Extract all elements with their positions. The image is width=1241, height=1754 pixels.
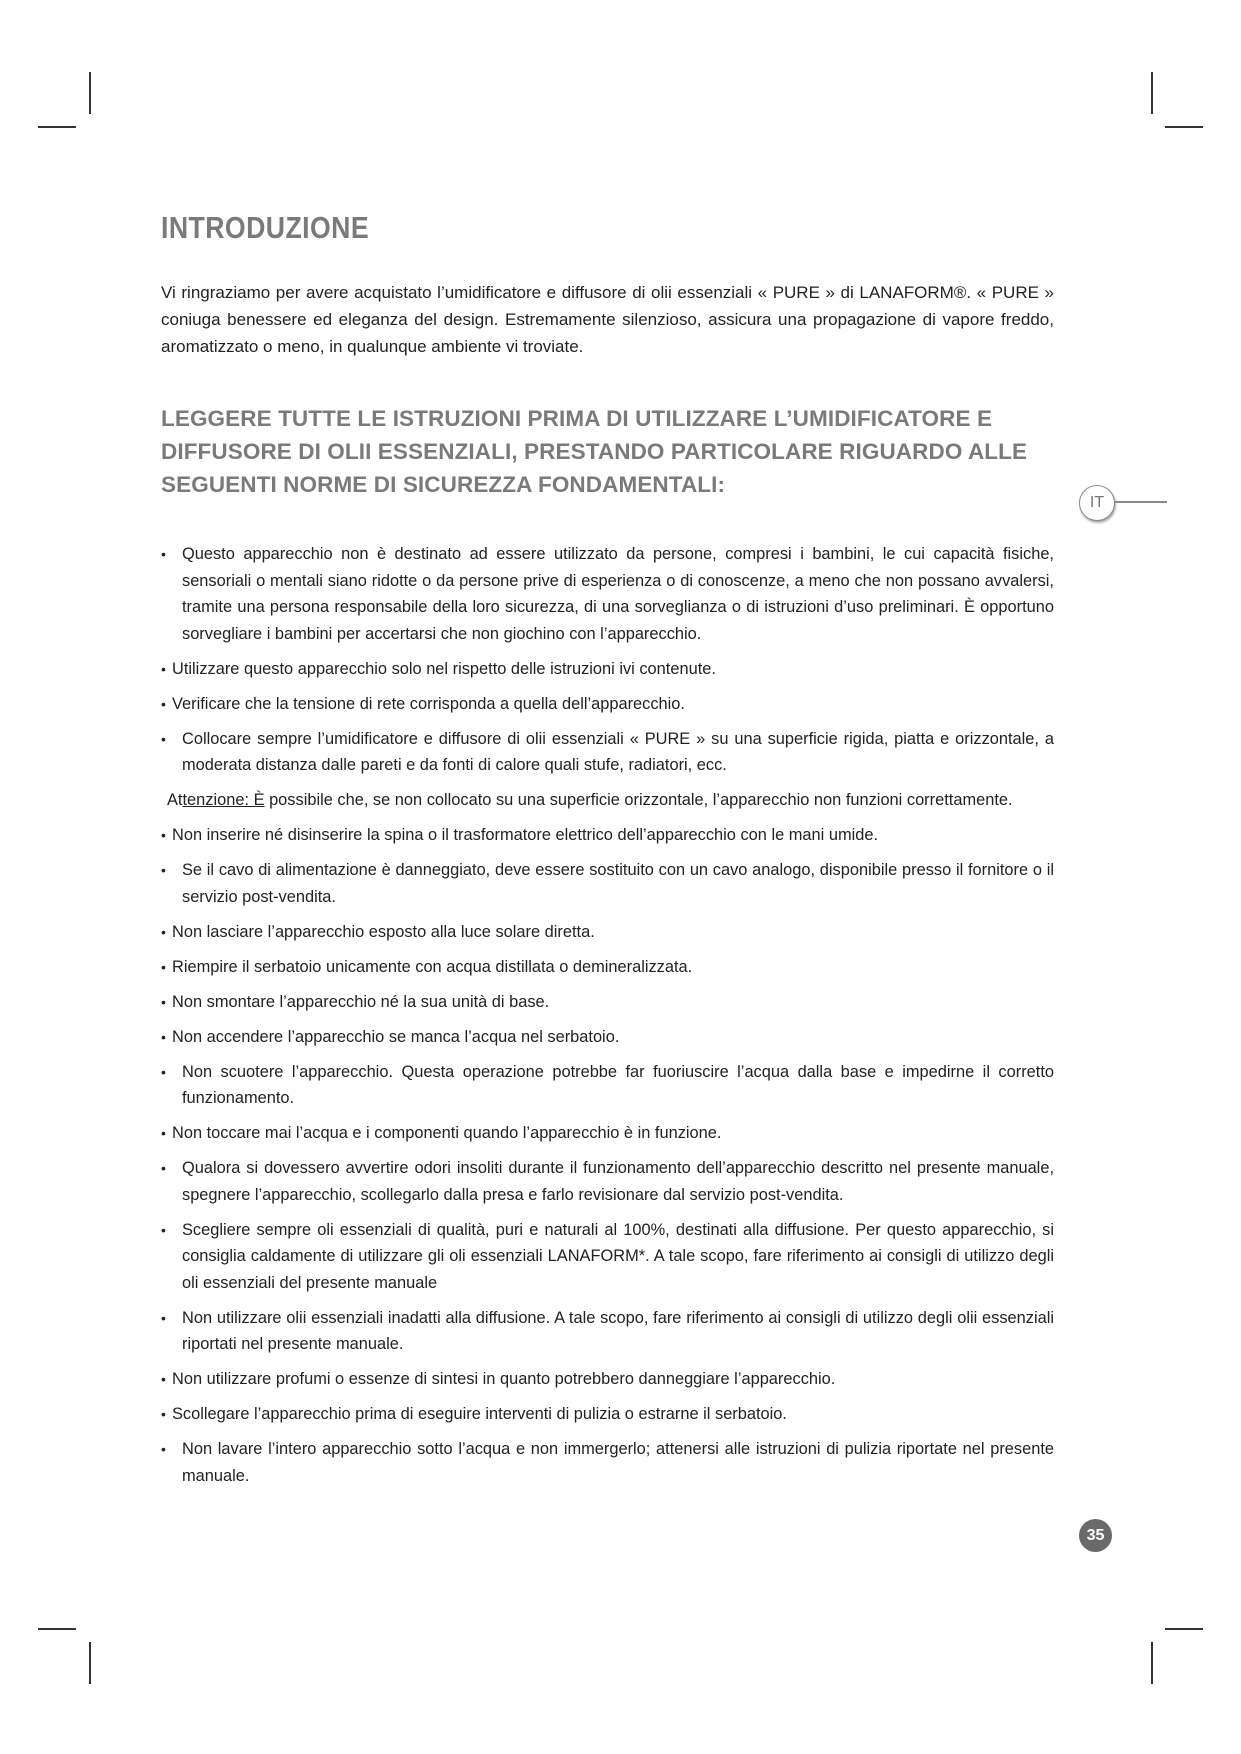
crop-mark bbox=[38, 126, 76, 128]
list-item: • Scollegare l’apparecchio prima di eseguire interventi di pulizia o estrarne il serbatoio. bbox=[161, 1401, 1054, 1428]
crop-mark bbox=[1165, 1628, 1203, 1630]
list-item: • Qualora si dovessero avvertire odori insoliti durante il funzionamento dell’apparecchio descritto nel presente manuale, spegnere l’apparecchio, scollegarlo dalla presa e farlo revisionare dal servizio post-vendita. bbox=[161, 1155, 1054, 1208]
list-item: • Se il cavo di alimentazione è danneggiato, deve essere sostituito con un cavo analogo, disponibile presso il fornitore o il servizio post-vendita. bbox=[161, 857, 1054, 910]
warning-prefix: At bbox=[167, 791, 183, 809]
warning-text: possibile che, se non collocato su una superficie orizzontale, l’apparecchio non funzioni correttamente. bbox=[264, 791, 1013, 809]
page-content bbox=[161, 210, 1054, 1498]
crop-mark bbox=[1165, 126, 1203, 128]
list-item: • Non accendere l’apparecchio se manca l’acqua nel serbatoio. bbox=[161, 1024, 1054, 1051]
list-item: • Collocare sempre l’umidificatore e diffusore di olii essenziali « PURE » su una superficie rigida, piatta e orizzontale, a moderata distanza dalle pareti e da fonti di calore quali stufe, radiatori, ecc. bbox=[161, 726, 1054, 779]
language-badge: IT bbox=[1079, 485, 1115, 521]
list-item: • Utilizzare questo apparecchio solo nel rispetto delle istruzioni ivi contenute. bbox=[161, 656, 1054, 683]
list-item: • Non scuotere l’apparecchio. Questa operazione potrebbe far fuoriuscire l’acqua dalla base e impedirne il corretto funzionamento. bbox=[161, 1059, 1054, 1112]
language-badge-line bbox=[1115, 501, 1167, 503]
page-number: 35 bbox=[1079, 1519, 1112, 1552]
list-item: • Non utilizzare olii essenziali inadatti alla diffusione. A tale scopo, fare riferimento ai consigli di utilizzo degli olii essenziali riportati nel presente manuale. bbox=[161, 1305, 1054, 1358]
safety-rules-list bbox=[161, 541, 1054, 1489]
crop-mark bbox=[1151, 1642, 1153, 1684]
list-item: • Non lasciare l’apparecchio esposto alla luce solare diretta. bbox=[161, 919, 1054, 946]
crop-mark bbox=[89, 72, 91, 114]
list-item: • Non lavare l’intero apparecchio sotto l’acqua e non immergerlo; attenersi alle istruzioni di pulizia riportate nel presente manuale. bbox=[161, 1436, 1054, 1489]
warning-label: tenzione: È bbox=[182, 791, 265, 809]
list-item: • Non smontare l’apparecchio né la sua unità di base. bbox=[161, 989, 1054, 1016]
list-item: • Non toccare mai l’acqua e i componenti quando l’apparecchio è in funzione. bbox=[161, 1120, 1054, 1147]
intro-paragraph: Vi ringraziamo per avere acquistato l’umidificatore e diffusore di olii essenziali « PURE » di LANAFORM®. « PURE » coniuga benessere ed eleganza del design. Estremamente silenzioso, assicura una propagazione di vapore freddo, aromatizzato o meno, in qualunque ambiente vi troviate. bbox=[161, 283, 1054, 356]
list-item: • Riempire il serbatoio unicamente con acqua distillata o demineralizzata. bbox=[161, 954, 1054, 981]
crop-mark bbox=[89, 1642, 91, 1684]
crop-mark bbox=[38, 1628, 76, 1630]
safety-heading: LEGGERE TUTTE LE ISTRUZIONI PRIMA DI UTILIZZARE L’UMIDIFICATORE E DIFFUSORE DI OLII ESSENZIALI, PRESTANDO PARTICOLARE RIGUARDO ALLE SEGUENTI NORME DI SICUREZZA FONDAMENTALI: bbox=[161, 406, 1028, 497]
list-item: • Verificare che la tensione di rete corrisponda a quella dell’apparecchio. bbox=[161, 691, 1054, 718]
crop-mark bbox=[1151, 72, 1153, 114]
list-item: • Scegliere sempre oli essenziali di qualità, puri e naturali al 100%, destinati alla diffusione. Per questo apparecchio, si consiglia caldamente di utilizzare gli oli essenziali LANAFORM*. A tale scopo, fare riferimento ai consigli di utilizzo degli oli essenziali del presente manuale bbox=[161, 1217, 1054, 1297]
list-item: • Questo apparecchio non è destinato ad essere utilizzato da persone, compresi i bambini, le cui capacità fisiche, sensoriali o mentali siano ridotte o da persone prive di esperienza o di conoscenze, a meno che non possano avvalersi, tramite una persona responsabile della loro sicurezza, di una sorveglianza o di istruzioni d’uso preliminari. È opportuno sorvegliare i bambini per accertarsi che non giochino con l’apparecchio. bbox=[161, 541, 1054, 647]
list-item: • Non utilizzare profumi o essenze di sintesi in quanto potrebbero danneggiare l’apparecchio. bbox=[161, 1366, 1054, 1393]
warning-note bbox=[161, 787, 1054, 814]
list-item: • Non inserire né disinserire la spina o il trasformatore elettrico dell’apparecchio con le mani umide. bbox=[161, 822, 1054, 849]
page-title: INTRODUZIONE bbox=[161, 210, 370, 245]
